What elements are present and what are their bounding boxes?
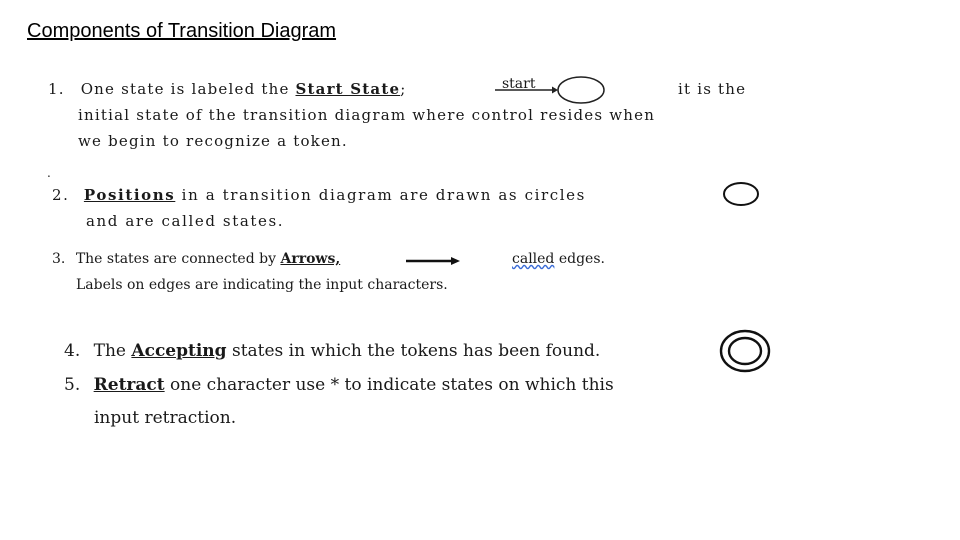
edges-word: edges.	[554, 251, 605, 267]
start-arrow-label: start	[502, 76, 536, 92]
item-3-tail	[512, 251, 605, 267]
item-3-text: The states are connected by	[75, 251, 281, 267]
retract-term: Retract	[93, 375, 165, 395]
item-4-pre: The	[93, 341, 132, 361]
item-1-semicolon: ;	[400, 80, 407, 98]
item-1-line-3: we begin to recognize a token.	[78, 132, 348, 150]
item-3-line-2: Labels on edges are indicating the input characters.	[76, 277, 448, 293]
item-5-line-1	[64, 375, 614, 395]
edge-arrow-icon	[404, 254, 464, 268]
item-5-line-2: input retraction.	[94, 408, 237, 428]
item-5-text: one character use * to indicate states on which this	[164, 375, 614, 395]
item-1-text: One state is labeled the	[80, 80, 296, 98]
item-1-tail: it is the	[678, 80, 747, 98]
accepting-term: Accepting	[131, 341, 227, 361]
positions-term: Positions	[83, 186, 176, 204]
item-4-number: 4.	[64, 341, 81, 361]
item-2-number: 2.	[52, 186, 70, 204]
start-state-icon	[490, 74, 610, 108]
called-word: called	[512, 251, 555, 267]
item-4-text: states in which the tokens has been found.	[226, 341, 601, 361]
stray-mark: .	[47, 166, 51, 180]
item-1-line-1	[48, 80, 406, 98]
item-1-line-2: initial state of the transition diagram where control resides when	[78, 106, 656, 124]
item-2-line-2: and are called states.	[86, 212, 285, 230]
item-1-number: 1.	[48, 80, 65, 98]
item-3-number: 3.	[52, 251, 66, 267]
item-2-line-1	[52, 186, 586, 204]
start-state-term: Start State	[295, 80, 401, 98]
item-3-line-1	[52, 251, 340, 267]
arrows-term: Arrows,	[280, 251, 341, 267]
item-4-line-1	[64, 341, 600, 361]
state-circle-icon	[720, 181, 764, 209]
accepting-state-icon	[719, 327, 775, 375]
item-2-text: in a transition diagram are drawn as circles	[175, 186, 586, 204]
item-5-number: 5.	[64, 375, 81, 395]
page-title: Components of Transition Diagram	[27, 20, 337, 42]
